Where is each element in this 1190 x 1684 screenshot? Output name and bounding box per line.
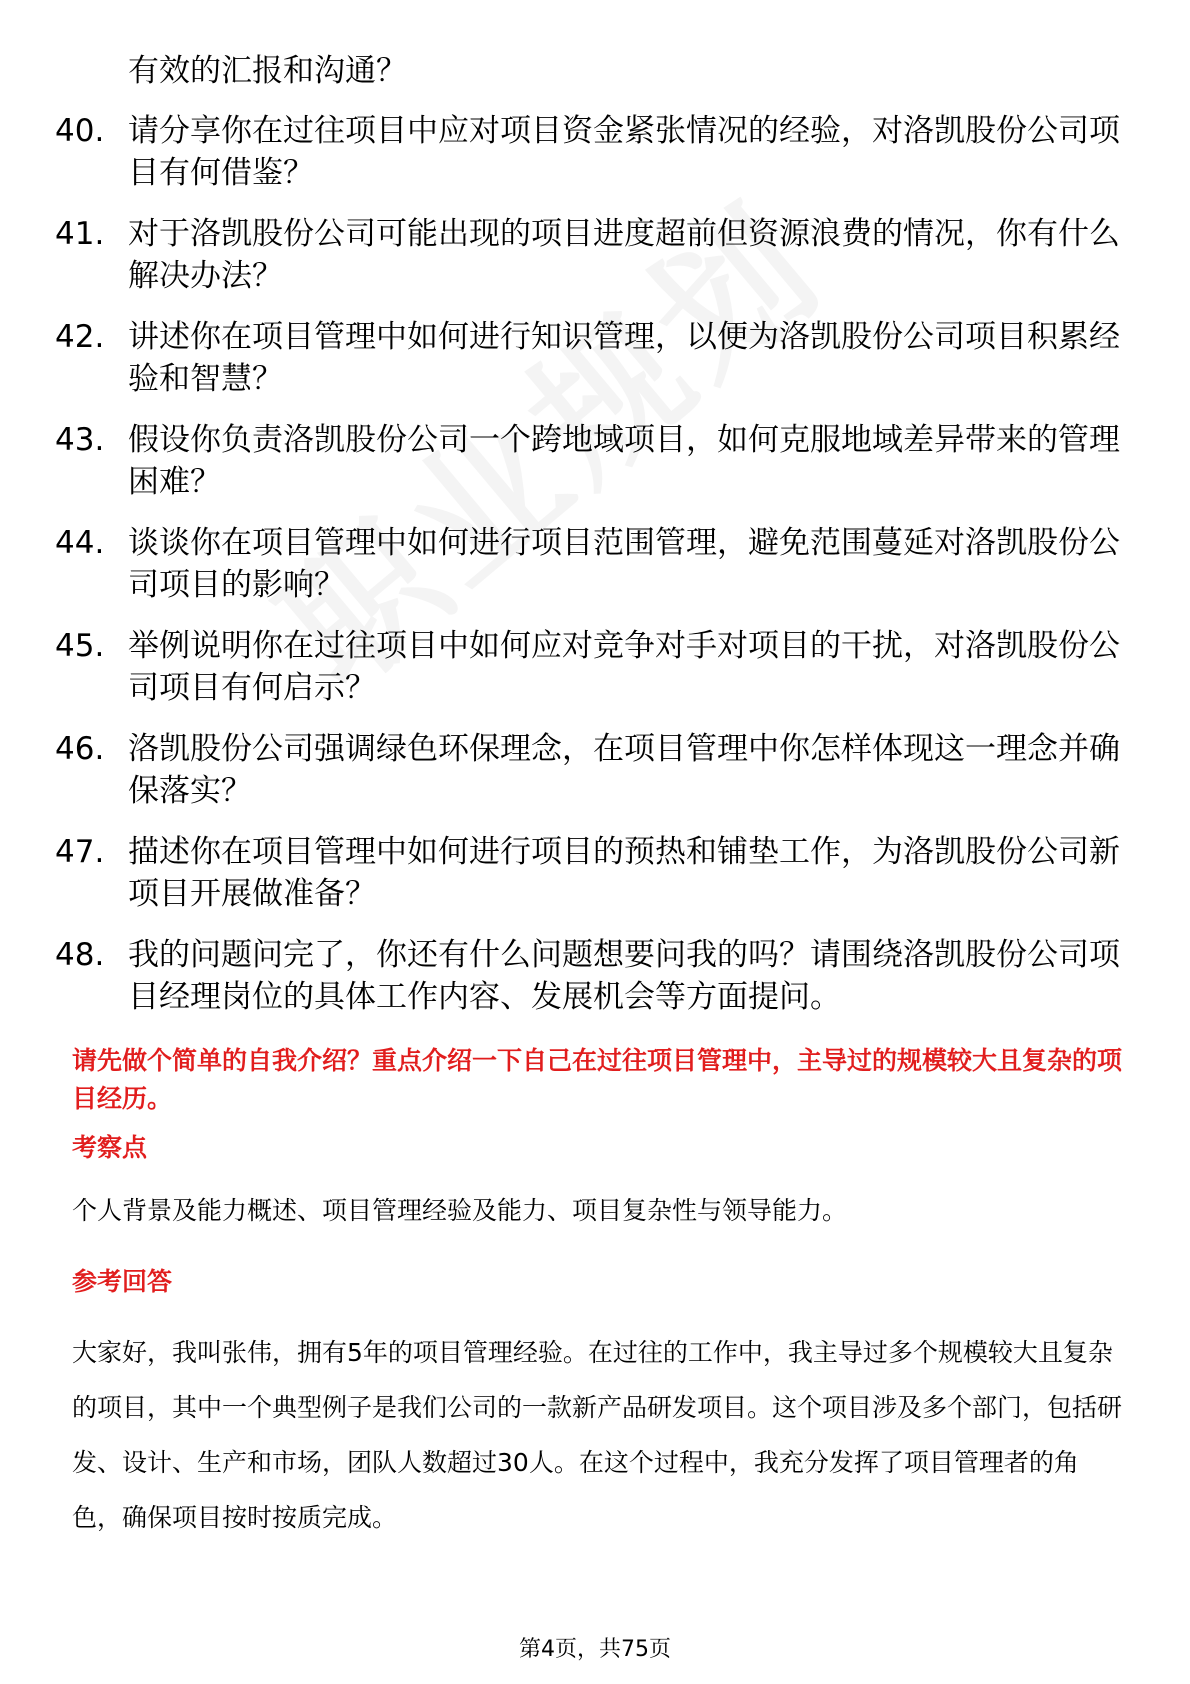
continuation-text: 有效的汇报和沟通？ (128, 53, 407, 89)
question-number: 47. (55, 834, 105, 870)
question-item (55, 625, 1125, 709)
question-number: 46. (55, 731, 105, 767)
question-item (55, 110, 1125, 194)
answer-heading: 参考回答 (72, 1267, 173, 1296)
highlight-question: 请先做个简单的自我介绍？重点介绍一下自己在过往项目管理中，主导过的规模较大且复杂的项目经历。 (72, 1046, 1123, 1113)
question-number: 45. (55, 628, 105, 664)
question-text: 请分享你在过往项目中应对项目资金紧张情况的经验，对洛凯股份公司项目有何借鉴？ (128, 113, 1120, 191)
question-number: 42. (55, 319, 105, 355)
question-item (55, 213, 1125, 297)
question-item (55, 728, 1125, 812)
question-text: 对于洛凯股份公司可能出现的项目进度超前但资源浪费的情况，你有什么解决办法？ (128, 216, 1120, 294)
question-text: 讲述你在项目管理中如何进行知识管理，以便为洛凯股份公司项目积累经验和智慧？ (128, 319, 1120, 397)
question-list (55, 110, 1125, 1037)
question-item (55, 316, 1125, 400)
question-item (55, 419, 1125, 503)
question-number: 48. (55, 937, 105, 973)
question-item (55, 522, 1125, 606)
question-number: 40. (55, 113, 105, 149)
question-text: 举例说明你在过往项目中如何应对竞争对手对项目的干扰，对洛凯股份公司项目有何启示？ (128, 628, 1120, 706)
question-number: 43. (55, 422, 105, 458)
question-text: 洛凯股份公司强调绿色环保理念，在项目管理中你怎样体现这一理念并确保落实？ (128, 731, 1120, 809)
question-text: 谈谈你在项目管理中如何进行项目范围管理，避免范围蔓延对洛凯股份公司项目的影响？ (128, 525, 1120, 603)
question-text: 我的问题问完了，你还有什么问题想要问我的吗？请围绕洛凯股份公司项目经理岗位的具体工作内容、发展机会等方面提问。 (128, 937, 1120, 1015)
focus-text: 个人背景及能力概述、项目管理经验及能力、项目复杂性与领导能力。 (72, 1196, 848, 1225)
question-number: 41. (55, 216, 105, 252)
question-text: 描述你在项目管理中如何进行项目的预热和铺垫工作，为洛凯股份公司新项目开展做准备？ (128, 834, 1120, 912)
answer-text: 大家好，我叫张伟，拥有5年的项目管理经验。在过往的工作中，我主导过多个规模较大且复杂的项目，其中一个典型例子是我们公司的一款新产品研发项目。这个项目涉及多个部门，包括研发、设计、生产和市场，团队人数超过30人。在这个过程中，我充分发挥了项目管理者的角色，确保项目按时按质完成。 (72, 1338, 1123, 1532)
question-item (55, 934, 1125, 1018)
question-item (55, 831, 1125, 915)
page-footer: 第4页，共75页 (519, 1637, 671, 1662)
focus-heading: 考察点 (72, 1133, 148, 1162)
question-number: 44. (55, 525, 105, 561)
question-text: 假设你负责洛凯股份公司一个跨地域项目，如何克服地域差异带来的管理困难？ (128, 422, 1120, 500)
